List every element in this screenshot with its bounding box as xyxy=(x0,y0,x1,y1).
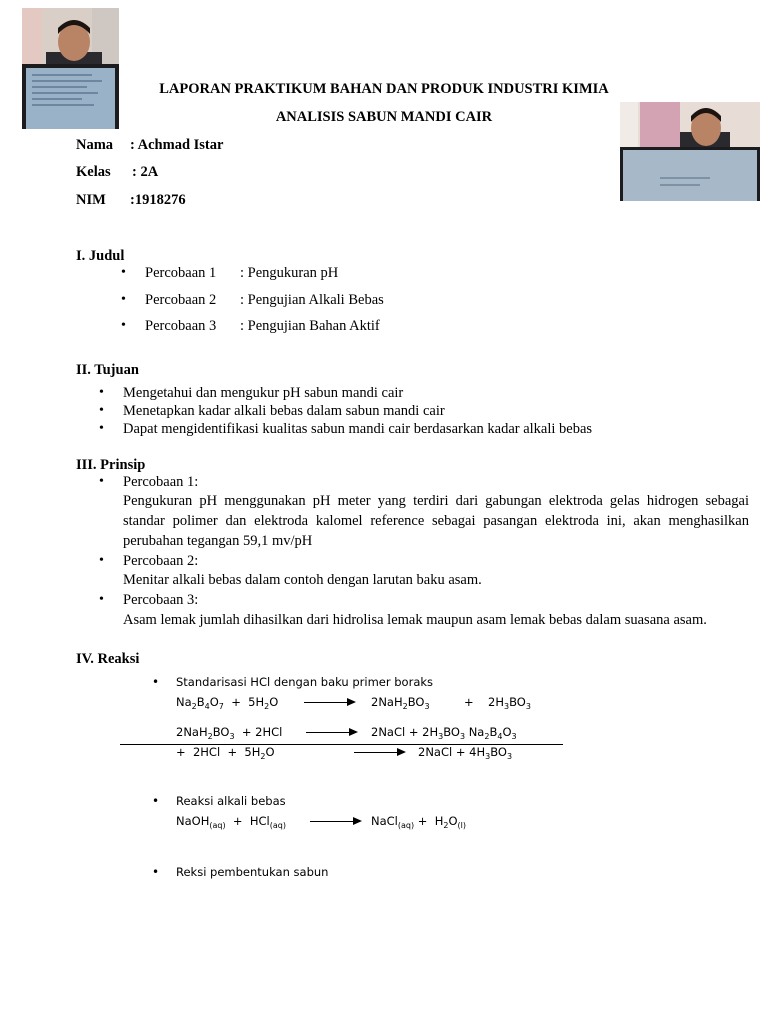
prinsip-p3-text: Asam lemak jumlah dihasilkan dari hidrolisa lemak maupun asam lemak bebas dalam suasana asam. xyxy=(123,612,707,628)
tujuan-item-2: • Menetapkan kadar alkali bebas dalam sabun mandi cair xyxy=(123,403,445,420)
document-title: LAPORAN PRAKTIKUM BAHAN DAN PRODUK INDUSTRI KIMIA xyxy=(159,81,609,97)
prinsip-p1-line-1: Pengukuran pH menggunakan pH meter yang terdiri dari gabungan elektroda gelas hidrogen sebagai xyxy=(123,493,749,509)
judul-item-1 xyxy=(145,265,339,282)
eq1-product-1: $2NaH_2BO_3$ xyxy=(371,695,430,711)
reaksi-2-title: • Reaksi alkali bebas xyxy=(176,794,286,808)
judul-item-2-desc: : Pengujian Alkali Bebas xyxy=(240,292,384,308)
kelas-value: : 2A xyxy=(132,164,159,180)
tujuan-item-3: • Dapat mengidentifikasi kualitas sabun mandi cair berdasarkan kadar alkali bebas xyxy=(123,421,592,438)
prinsip-p3-title: • Percobaan 3: xyxy=(123,592,198,609)
eq4-arrow xyxy=(310,821,360,822)
nama-label: Nama xyxy=(76,137,114,153)
nim-value: :1918276 xyxy=(130,192,186,208)
judul-item-1-desc: : Pengukuran pH xyxy=(240,265,339,281)
reaksi-3-title: • Reksi pembentukan sabun xyxy=(176,865,328,879)
eq3-reactants: + $2HCl + 5H_2O$ xyxy=(176,745,275,761)
prinsip-p1-line-2: standar polimer dan elektroda kalomel reference sebagai pasangan elektroda ini, akan menghasilkan xyxy=(123,513,749,529)
prinsip-heading: III. Prinsip xyxy=(76,457,146,473)
judul-item-2-name: Percobaan 2 xyxy=(145,292,217,308)
tujuan-item-1: • Mengetahui dan mengukur pH sabun mandi cair xyxy=(123,385,403,402)
judul-item-1-name: Percobaan 1 xyxy=(145,265,217,281)
prinsip-p1-title: • Percobaan 1: xyxy=(123,474,198,491)
eq2-products: 2NaCl + $2H_3BO_3$ $Na_2B_4O_3$ xyxy=(371,725,517,741)
eq1-reactants: $Na_2B_4O_7 + 5H_2O$ xyxy=(176,695,279,711)
judul-heading: I. Judul xyxy=(76,248,125,264)
nim-label: NIM xyxy=(76,192,106,208)
tujuan-heading: II. Tujuan xyxy=(76,362,139,378)
eq4-products: NaCl$_{(aq)}$ + $H_2O_{(l)}$ xyxy=(371,814,466,830)
eq1-plus: + xyxy=(464,695,474,709)
eq3-arrow xyxy=(354,752,404,753)
judul-item-3-desc: : Pengujian Bahan Aktif xyxy=(240,318,380,334)
eq3-products: 2NaCl + $4H_3BO_3$ xyxy=(418,745,513,761)
eq2-reactants: $2NaH_2BO_3 + 2HCl$ xyxy=(176,725,283,741)
judul-item-2 xyxy=(145,292,384,309)
reaksi-1-title: • Standarisasi HCl dengan baku primer boraks xyxy=(176,675,433,689)
prinsip-p1-line-3: perubahan tegangan 59,1 mv/pH xyxy=(123,533,313,549)
document-subtitle: ANALISIS SABUN MANDI CAIR xyxy=(275,109,493,125)
eq4-reactants: NaOH$_{(aq)}$ + HCl$_{(aq)}$ xyxy=(176,814,286,830)
eq2-arrow xyxy=(306,732,356,733)
nama-value: : Achmad Istar xyxy=(130,137,224,153)
prinsip-p2-text: Menitar alkali bebas dalam contoh dengan larutan baku asam. xyxy=(123,572,482,588)
prinsip-p2-title: • Percobaan 2: xyxy=(123,553,198,570)
kelas-label: Kelas xyxy=(76,164,111,180)
eq1-arrow xyxy=(304,702,354,703)
judul-item-3 xyxy=(145,318,380,335)
reaksi-heading: IV. Reaksi xyxy=(76,651,140,667)
judul-item-3-name: Percobaan 3 xyxy=(145,318,217,334)
eq1-product-2: $2H_3BO_3$ xyxy=(488,695,531,711)
